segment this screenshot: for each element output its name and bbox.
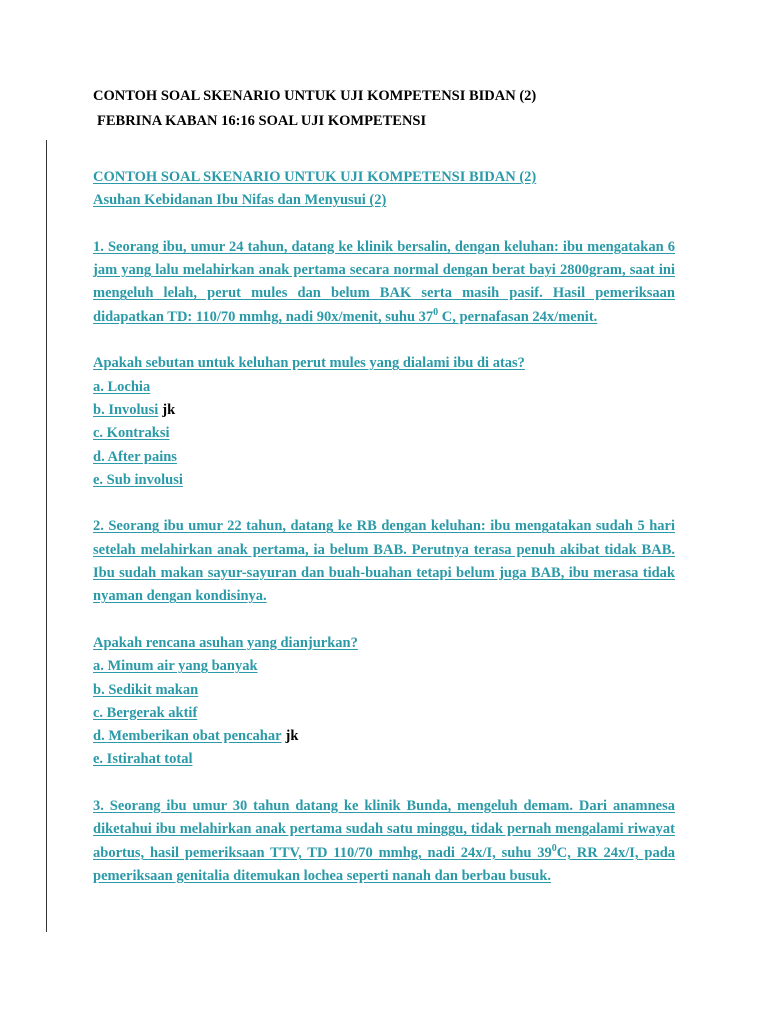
article-title: CONTOH SOAL SKENARIO UNTUK UJI KOMPETENSI BIDAN (2)	[93, 169, 537, 185]
option: b. Involusi	[93, 401, 159, 418]
option: e. Istirahat total	[93, 751, 193, 768]
article	[93, 166, 675, 888]
question-1-scenario: 1. Seorang ibu, umur 24 tahun, datang ke klinik bersalin, dengan keluhan: ibu mengatakan 6 jam yang lalu melahirkan anak pertama secara normal dengan berat bayi 2800gram, saat ini mengeluh lelah, perut mules dan belum BAK serta masih pasif. Hasil pemeriksaan didapatkan TD: 110/70 mmhg, nadi 90x/menit, suhu $37^0$ C, pernafasan 24x/menit.	[93, 238, 675, 325]
option: d. Memberikan obat pencahar	[93, 728, 282, 745]
option: a. Minum air yang banyak	[93, 658, 258, 675]
option: a. Lochia	[93, 378, 151, 395]
byline: FEBRINA KABAN 16:16 SOAL UJI KOMPETENSI	[97, 113, 427, 129]
question-2-prompt: Apakah rencana asuhan yang dianjurkan?	[93, 634, 358, 651]
option: c. Bergerak aktif	[93, 704, 198, 721]
question-1-prompt: Apakah sebutan untuk keluhan perut mules yang dialami ibu di atas?	[93, 355, 525, 372]
option: c. Kontraksi	[93, 425, 170, 442]
option: d. After pains	[93, 448, 177, 465]
article-subtitle: Asuhan Kebidanan Ibu Nifas dan Menyusui (2)	[93, 192, 387, 209]
margin-bar	[46, 140, 47, 932]
option: e. Sub involusi	[93, 471, 183, 488]
question-3-scenario: 3. Seorang ibu umur 30 tahun datang ke klinik Bunda, mengeluh demam. Dari anamnesa diketahui ibu melahirkan anak pertama sudah satu minggu, tidak pernah mengalami riwayat abortus, hasil pemeriksaan TTV, TD 110/70 mmhg, nadi 24x/I, suhu $39^0C$, RR 24x/I, pada pemeriksaan genitalia ditemukan lochea seperti nanah dan berbau busuk.	[93, 798, 676, 884]
answer-mark: jk	[162, 401, 176, 418]
answer-mark: jk	[285, 728, 299, 745]
page-title: CONTOH SOAL SKENARIO UNTUK UJI KOMPETENSI BIDAN (2)	[93, 88, 537, 104]
option: b. Sedikit makan	[93, 681, 199, 698]
question-2-scenario: 2. Seorang ibu umur 22 tahun, datang ke RB dengan keluhan: ibu mengatakan sudah 5 hari setelah melahirkan anak pertama, ia belum BAB. Perutnya terasa penuh akibat tidak BAB. Ibu sudah makan sayur-sayuran dan buah-buahan tetapi belum juga BAB, ibu merasa tidak nyaman dengan kondisinya.	[93, 518, 675, 605]
